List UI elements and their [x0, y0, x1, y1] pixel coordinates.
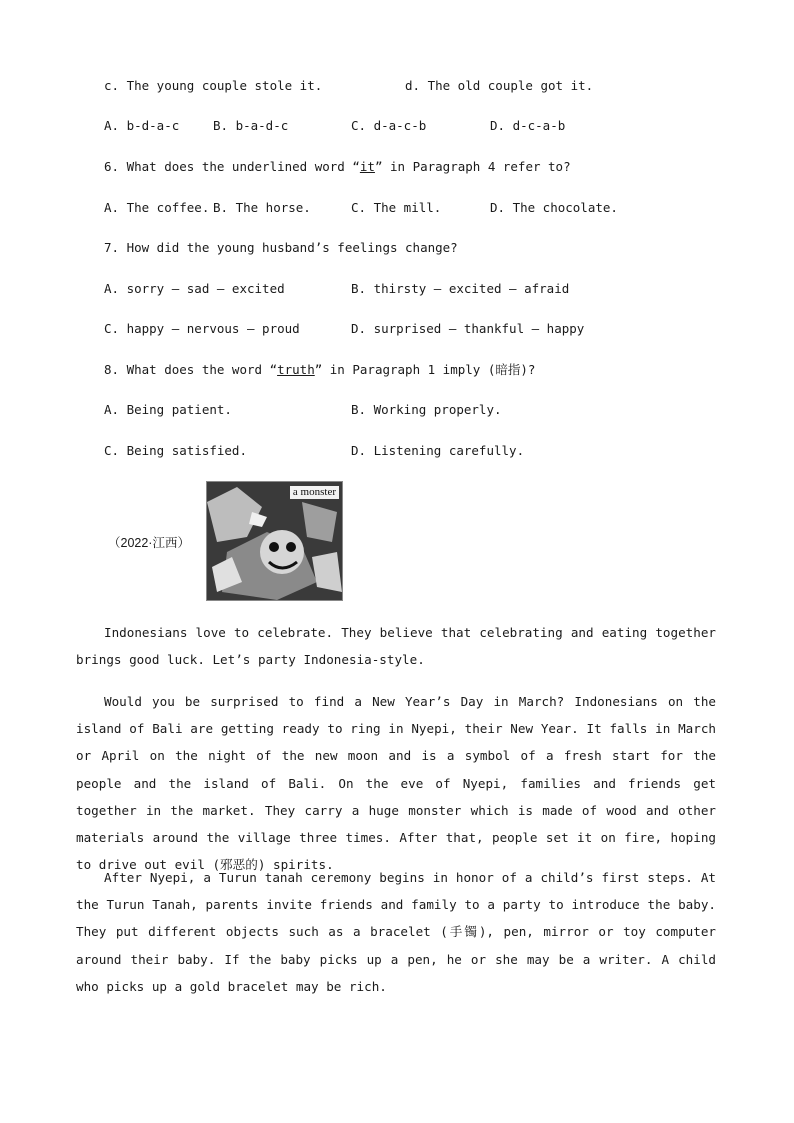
q8-choice-d: D. Listening carefully. — [351, 443, 525, 458]
image-label: a monster — [290, 486, 339, 499]
q8-underlined-word: truth — [277, 362, 315, 377]
q6-choice-b: B. The horse. — [213, 200, 311, 215]
paragraph-1: Indonesians love to celebrate. They believe that celebrating and eating together brings good luck. Let’s party Indonesia-style. — [76, 625, 716, 668]
q8-question-post: ” in Paragraph 1 imply (暗指)? — [314, 362, 536, 377]
q6-choice-c: C. The mill. — [351, 200, 442, 215]
q7-question: 7. How did the young husband’s feelings change? — [104, 240, 458, 255]
q6-question-pre: 6. What does the underlined word “ — [104, 159, 360, 174]
q6-question — [104, 159, 571, 175]
q6-choice-d: D. The chocolate. — [490, 200, 618, 215]
q7-choice-b: B. thirsty — excited — afraid — [351, 281, 570, 296]
q6-question-post: ” in Paragraph 4 refer to? — [374, 159, 571, 174]
q7-choice-c: C. happy — nervous — proud — [104, 321, 300, 336]
q7-choice-a: A. sorry — sad — excited — [104, 281, 285, 296]
q5-choice-b: B. b-a-d-c — [213, 118, 289, 133]
q7-choice-d: D. surprised — thankful — happy — [351, 321, 585, 336]
q5-choice-c: C. d-a-c-b — [351, 118, 427, 133]
monster-illustration — [207, 482, 342, 600]
q8-question-pre: 8. What does the word “ — [104, 362, 278, 377]
q5-option-c: c. The young couple stole it. — [104, 78, 323, 93]
q6-underlined-word: it — [359, 159, 375, 174]
q6-choice-a: A. The coffee. — [104, 200, 210, 215]
source-tag: （2022·江西） — [108, 536, 190, 550]
paragraph-3: After Nyepi, a Turun tanah ceremony begins in honor of a child’s first steps. At the Turun Tanah, parents invite friends and family to a party to introduce the baby. They put different objects such as a bracelet (手镯), pen, mirror or toy computer around their baby. If the baby picks up a pen, he or she may be a writer. A child who picks up a gold bracelet may be rich. — [76, 870, 716, 994]
q8-choice-a: A. Being patient. — [104, 402, 232, 417]
q5-choice-a: A. b-d-a-c — [104, 118, 180, 133]
q8-choice-c: C. Being satisfied. — [104, 443, 247, 458]
q8-question — [104, 362, 535, 378]
q5-option-d: d. The old couple got it. — [405, 78, 594, 93]
q8-choice-b: B. Working properly. — [351, 402, 502, 417]
paragraph-2: Would you be surprised to find a New Year’s Day in March? Indonesians on the island of Bali are getting ready to ring in Nyepi, their New Year. It falls in March or April on the night of the new moon and is a symbol of a fresh start for the people and the island of Bali. On the eve of Nyepi, families and friends get together in the market. They carry a huge monster which is made of wood and other materials around the village three times. After that, people set it on fire, hoping to drive out evil (邪恶的) spirits. — [76, 694, 716, 873]
q5-choice-d: D. d-c-a-b — [490, 118, 566, 133]
monster-image — [206, 481, 343, 601]
